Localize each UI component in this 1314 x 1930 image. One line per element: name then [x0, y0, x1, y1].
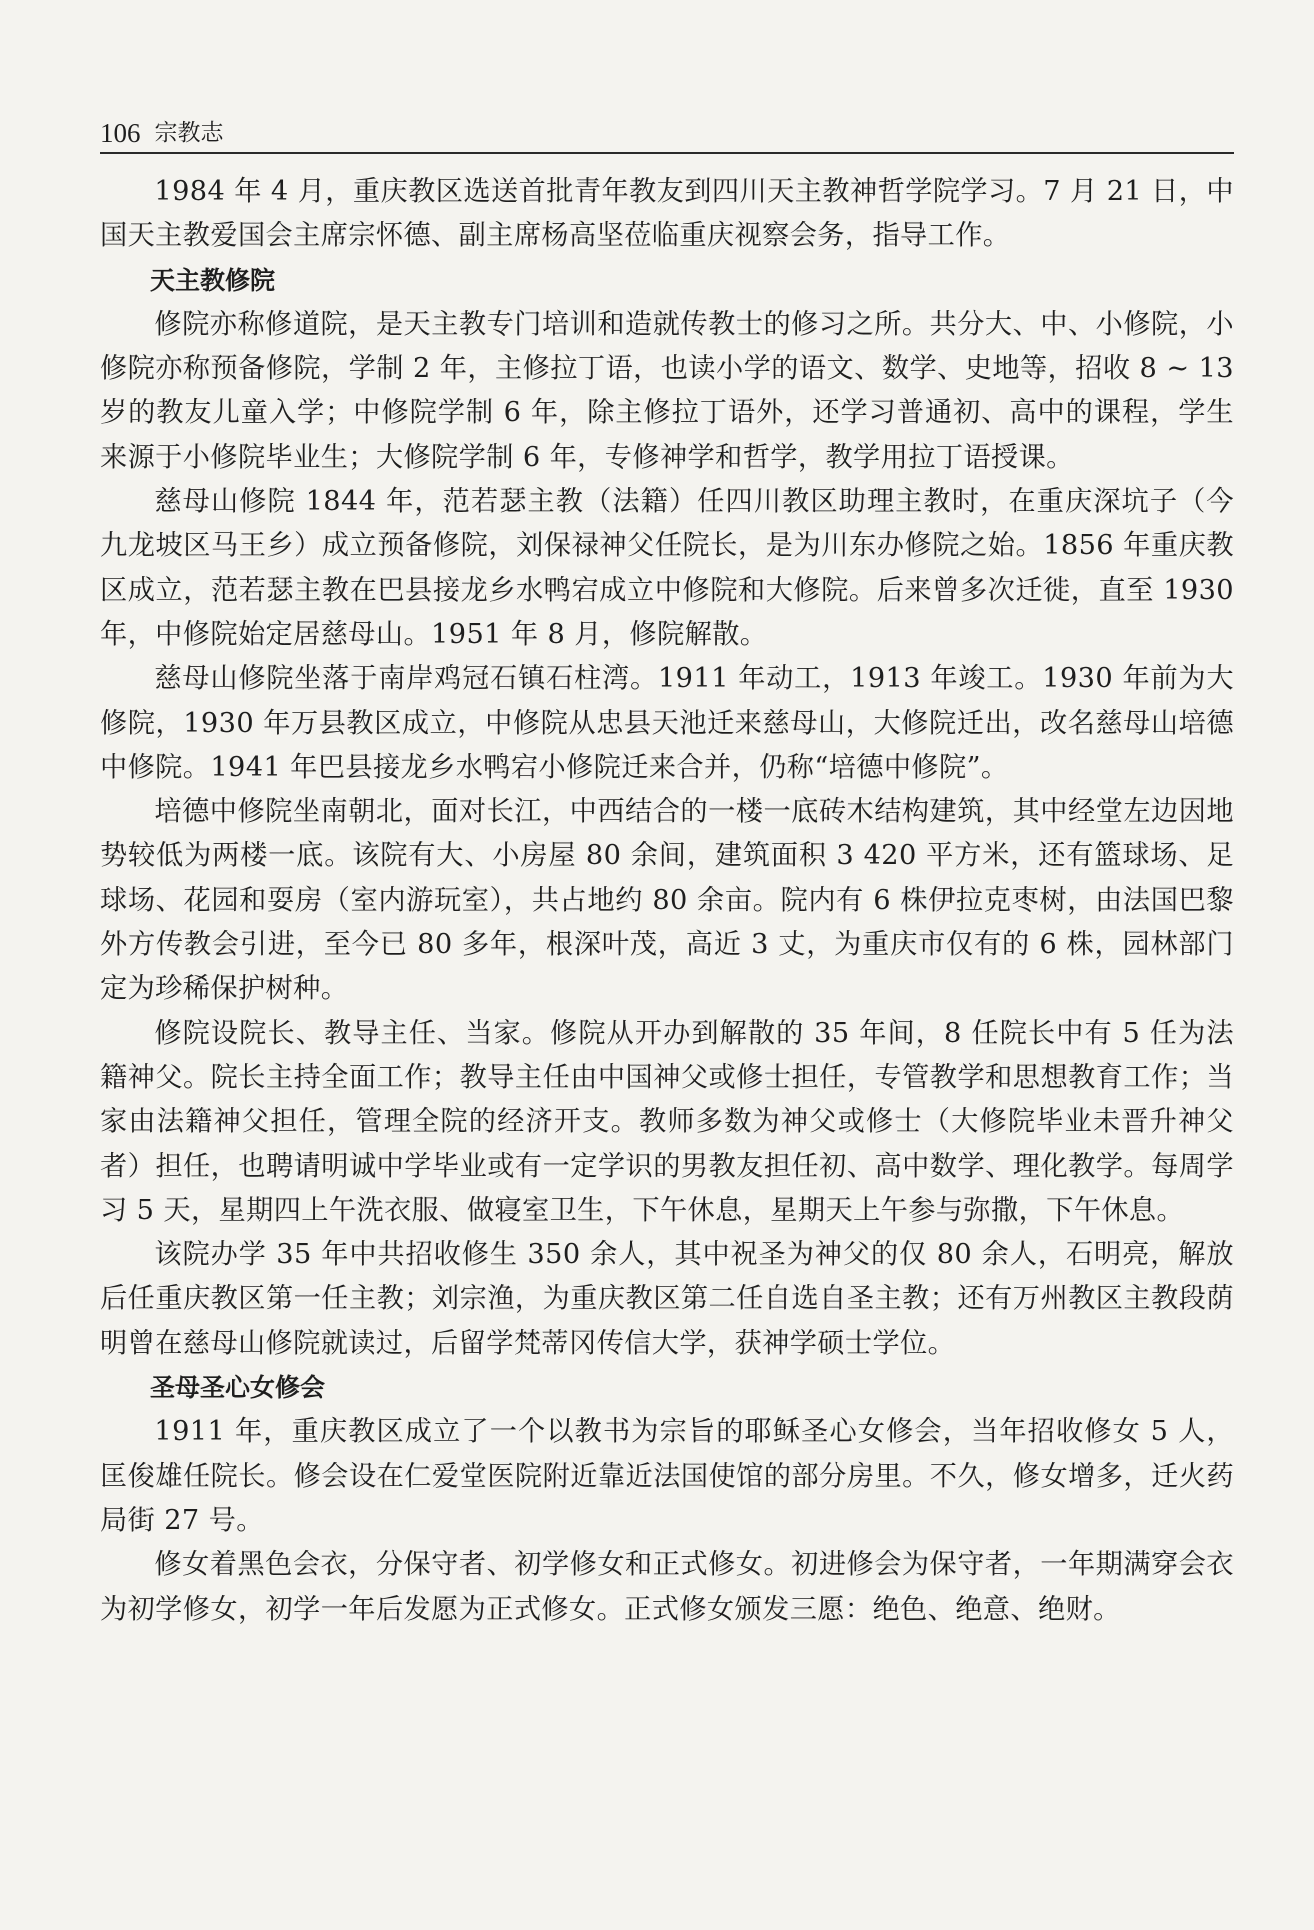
paragraph: 慈母山修院 1844 年，范若瑟主教（法籍）任四川教区助理主教时，在重庆深坑子（今九龙坡区马王乡）成立预备修院，刘保禄神父任院长，是为川东办修院之始。1856 年重庆教区成立，范若瑟主教在巴县接龙乡水鸭宕成立中修院和大修院。后来曾多次迁徙，直至 1930 年，中修院始定居慈母山。1951 年 8 月，修院解散。 — [100, 486, 1234, 650]
paragraph: 修院亦称修道院，是天主教专门培训和造就传教士的修习之所。共分大、中、小修院，小修院亦称预备修院，学制 2 年，主修拉丁语，也读小学的语文、数学、史地等，招收 8 ~ 13 岁的教友儿童入学；中修院学制 6 年，除主修拉丁语外，还学习普通初、高中的课程，学生来源于小修院毕业生；大修院学制 6 年，专修神学和哲学，教学用拉丁语授课。 — [100, 308, 1234, 473]
section-heading: 天主教修院 — [150, 265, 276, 295]
paragraph: 1911 年，重庆教区成立了一个以教书为宗旨的耶稣圣心女修会，当年招收修女 5 人，匡俊雄任院长。修会设在仁爱堂医院附近靠近法国使馆的部分房里。不久，修女增多，迁火药局街 27 号。 — [100, 1416, 1234, 1536]
section-heading: 圣母圣心女修会 — [150, 1373, 326, 1403]
paragraph: 该院办学 35 年中共招收修生 350 余人，其中祝圣为神父的仅 80 余人，石明亮，解放后任重庆教区第一任主教；刘宗渔，为重庆教区第二任自选自圣主教；还有万州教区主教段荫明曾在慈母山修院就读过，后留学梵蒂冈传信大学，获神学硕士学位。 — [100, 1239, 1234, 1359]
paragraph: 1984 年 4 月，重庆教区选送首批青年教友到四川天主教神哲学院学习。7 月 21 日，中国天主教爱国会主席宗怀德、副主席杨高坚莅临重庆视察会务，指导工作。 — [100, 176, 1234, 252]
running-header — [100, 108, 1234, 154]
paragraph: 修女着黑色会衣，分保守者、初学修女和正式修女。初进修会为保守者，一年期满穿会衣为初学修女，初学一年后发愿为正式修女。正式修女颁发三愿：绝色、绝意、绝财。 — [100, 1549, 1234, 1625]
paragraph: 培德中修院坐南朝北，面对长江，中西结合的一楼一底砖木结构建筑，其中经堂左边因地势较低为两楼一底。该院有大、小房屋 80 余间，建筑面积 3 420 平方米，还有篮球场、足球场、花园和耍房（室内游玩室），共占地约 80 余亩。院内有 6 株伊拉克枣树，由法国巴黎外方传教会引进，至今已 80 多年，根深叶茂，高近 3 丈，为重庆市仅有的 6 株，园林部门定为珍稀保护树种。 — [100, 796, 1234, 1005]
paragraph: 慈母山修院坐落于南岸鸡冠石镇石柱湾。1911 年动工，1913 年竣工。1930 年前为大修院，1930 年万县教区成立，中修院从忠县天池迁来慈母山，大修院迁出，改名慈母山培德中修院。1941 年巴县接龙乡水鸭宕小修院迁来合并，仍称“培德中修院”。 — [100, 663, 1234, 783]
book-title: 宗教志 — [154, 120, 224, 146]
paragraph: 修院设院长、教导主任、当家。修院从开办到解散的 35 年间，8 任院长中有 5 任为法籍神父。院长主持全面工作；教导主任由中国神父或修士担任，专管教学和思想教育工作；当家由法籍神父担任，管理全院的经济开支。教师多数为神父或修士（大修院毕业未晋升神父者）担任，也聘请明诚中学毕业或有一定学识的男教友担任初、高中数学、理化教学。每周学习 5 天，星期四上午洗衣服、做寝室卫生，下午休息，星期天上午参与弥撒，下午休息。 — [100, 1017, 1234, 1226]
body-text — [100, 170, 1234, 1632]
page-number: 106 — [100, 118, 141, 148]
